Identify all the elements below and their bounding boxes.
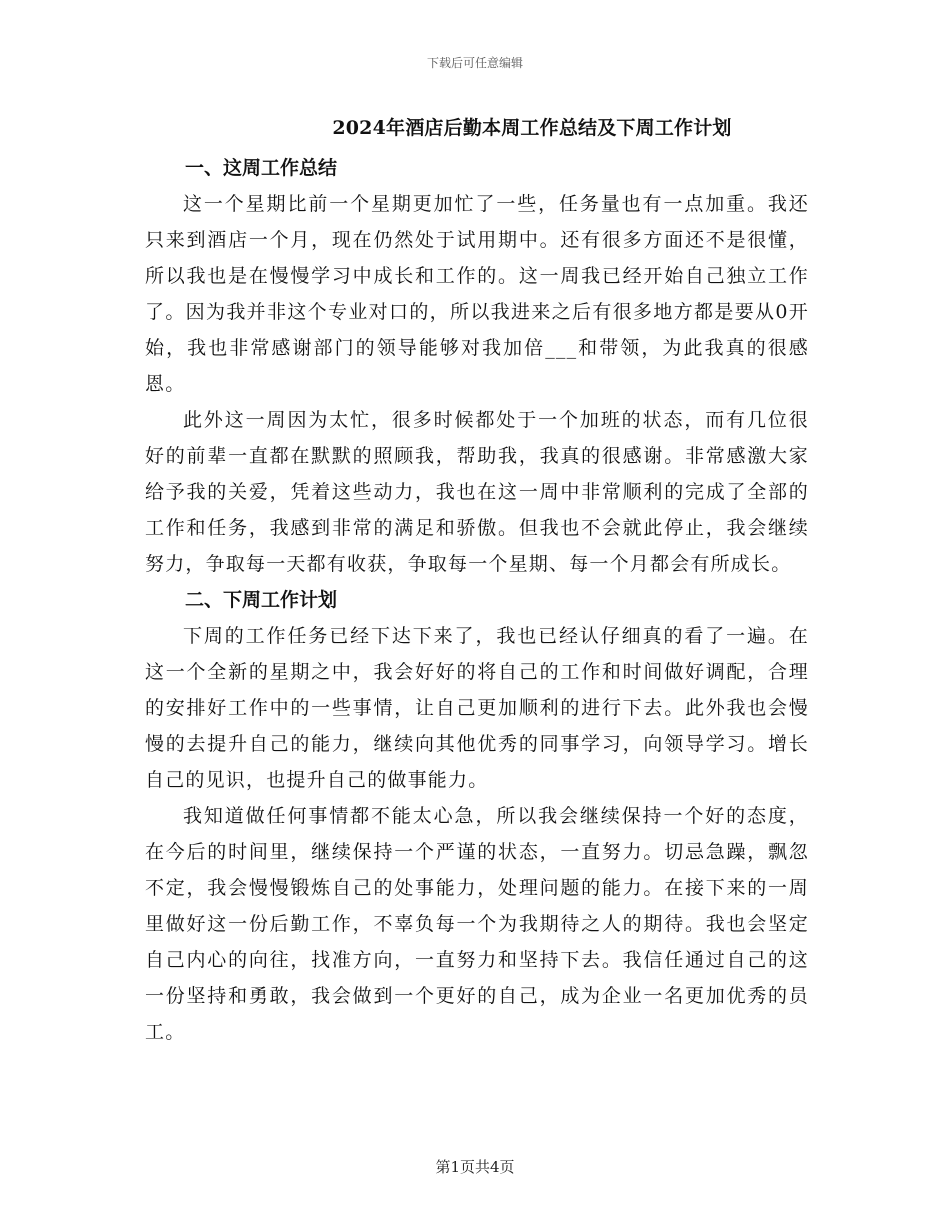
document-body (145, 112, 809, 1050)
paragraph: 这一个星期比前一个星期更加忙了一些，任务量也有一点加重。我还只来到酒店一个月，现在仍然处于试用期中。还有很多方面还不是很懂，所以我也是在慢慢学习中成长和工作的。这一周我已经开始自己独立工作了。因为我并非这个专业对口的，所以我进来之后有很多地方都是要从0开始，我也非常感谢部门的领导能够对我加倍___和带领，为此我真的很感恩。 (145, 193, 809, 395)
section-heading: 二、下周工作计划 (185, 589, 338, 611)
paragraph: 此外这一周因为太忙，很多时候都处于一个加班的状态，而有几位很好的前辈一直都在默默的照顾我，帮助我，我真的很感谢。非常感激大家给予我的关爱，凭着这些动力，我也在这一周中非常顺利的完成了全部的工作和任务，我感到非常的满足和骄傲。但我也不会就此停止，我会继续努力，争取每一天都有收获，争取每一个星期、每一个月都会有所成长。 (145, 409, 809, 575)
paragraph: 我知道做任何事情都不能太心急，所以我会继续保持一个好的态度，在今后的时间里，继续保持一个严谨的状态，一直努力。切忌急躁，飘忽不定，我会慢慢锻炼自己的处事能力，处理问题的能力。在接下来的一周里做好这一份后勤工作，不辜负每一个为我期待之人的期待。我也会坚定自己内心的向往，找准方向，一直努力和坚持下去。我信任通过自己的这一份坚持和勇敢，我会做到一个更好的自己，成为企业一名更加优秀的员工。 (145, 805, 809, 1043)
header-note: 下载后可任意编辑 (426, 56, 523, 70)
paragraph: 下周的工作任务已经下达下来了，我也已经认仔细真的看了一遍。在这一个全新的星期之中，我会好好的将自己的工作和时间做好调配，合理的安排好工作中的一些事情，让自己更加顺利的进行下去。此外我也会慢慢的去提升自己的能力，继续向其他优秀的同事学习，向领导学习。增长自己的见识，也提升自己的做事能力。 (145, 625, 809, 791)
section-plan (145, 582, 809, 1050)
page-number: 第1页共4页 (435, 1158, 515, 1176)
section-heading: 一、这周工作总结 (185, 157, 338, 179)
document-title: 2024年酒店后勤本周工作总结及下周工作计划 (332, 117, 732, 139)
section-summary (145, 150, 809, 582)
